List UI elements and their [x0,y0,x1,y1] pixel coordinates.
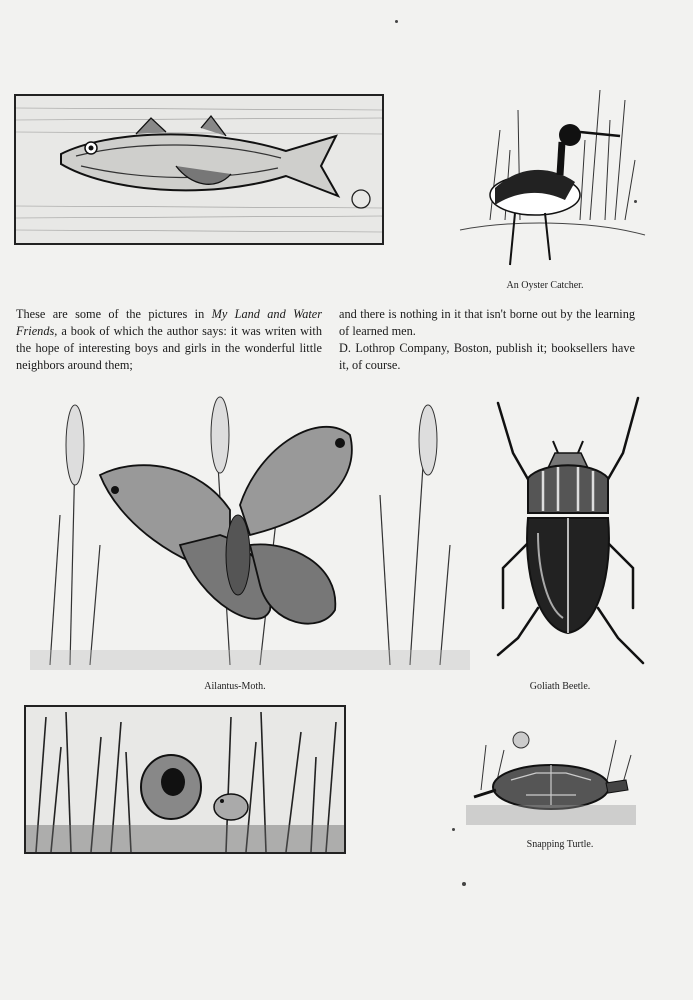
beetle-caption: Goliath Beetle. [529,681,591,692]
publisher-paragraph: D. Lothrop Company, Boston, publish it; booksellers have it, of course. [339,341,635,372]
intro-text-start: These are some of the pictures in [16,307,212,321]
book-title: My Land and Water Friends [16,307,322,338]
nest-engraving [24,705,346,854]
learning-paragraph: and there is nothing in it that isn't borne out by the learning of learned men. [339,307,635,338]
intro-paragraph [16,306,322,374]
intro-text-end: , a book of which the author says: it was writen with the hope of interesting boys and girls in the wonderful little neighbors around them; [16,324,322,372]
ink-speck [395,20,398,23]
turtle-caption: Snapping Turtle. [526,839,594,850]
oyster-catcher-caption: An Oyster Catcher. [506,280,584,291]
moth-caption: Ailantus-Moth. [204,681,266,692]
ink-speck [452,828,455,831]
ink-speck [462,882,466,886]
fish-engraving [14,94,384,245]
goliath-beetle-illustration [483,393,653,668]
text-column-left [16,306,322,374]
text-column-right [339,306,635,374]
ink-speck [634,200,637,203]
snapping-turtle-illustration [466,725,636,825]
ailantus-moth-illustration [30,395,470,670]
oyster-catcher-illustration [450,70,650,270]
